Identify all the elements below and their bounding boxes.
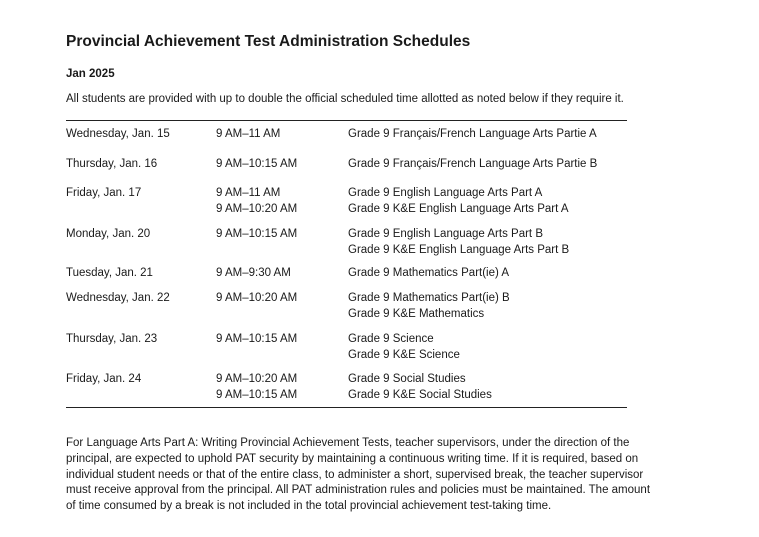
schedule-time-cell <box>216 127 280 143</box>
schedule-date: Friday, Jan. 17 <box>66 187 142 199</box>
schedule-test: Grade 9 Français/French Language Arts Partie B <box>348 158 598 170</box>
schedule-time: 9 AM–10:20 AM <box>216 202 298 215</box>
schedule-time: 9 AM–10:15 AM <box>216 228 298 240</box>
note-line: individual student needs or that of the entire class, to administer a short, supervised break, the teacher supervisor <box>66 468 644 481</box>
schedule-time: 9 AM–10:15 AM <box>216 333 298 345</box>
schedule-time: 9 AM–10:20 AM <box>216 373 298 385</box>
schedule-time: 9 AM–9:30 AM <box>216 267 291 279</box>
schedule-test: Grade 9 K&E English Language Arts Part A <box>348 202 569 215</box>
table-top-rule <box>66 120 627 121</box>
schedule-date: Tuesday, Jan. 21 <box>66 267 153 279</box>
schedule-test-cell <box>348 291 510 322</box>
schedule-time: 9 AM–11 AM <box>216 187 281 199</box>
schedule-time: 9 AM–11 AM <box>216 128 281 140</box>
intro-text: All students are provided with up to double the official scheduled time allotted as noted below if they require it. <box>66 93 624 105</box>
document-title: Provincial Achievement Test Administration Schedules <box>66 33 471 50</box>
schedule-date: Monday, Jan. 20 <box>66 228 151 240</box>
schedule-test-cell <box>348 372 492 403</box>
schedule-date: Friday, Jan. 24 <box>66 373 142 385</box>
schedule-test: Grade 9 K&E Mathematics <box>348 307 485 320</box>
schedule-time-cell <box>216 186 297 217</box>
schedule-time-cell <box>216 266 291 282</box>
schedule-date: Thursday, Jan. 23 <box>66 333 158 345</box>
schedule-test: Grade 9 Social Studies <box>348 373 466 385</box>
schedule-time-cell <box>216 332 297 348</box>
schedule-test: Grade 9 Mathematics Part(ie) A <box>348 267 510 279</box>
schedule-time: 9 AM–10:15 AM <box>216 158 298 170</box>
schedule-test: Grade 9 Français/French Language Arts Partie A <box>348 128 597 140</box>
schedule-time: 9 AM–10:15 AM <box>216 388 298 401</box>
schedule-time-cell <box>216 157 297 173</box>
table-bottom-rule <box>66 407 627 408</box>
schedule-time: 9 AM–10:20 AM <box>216 292 298 304</box>
break-policy-note <box>66 436 691 515</box>
note-line: principal, are expected to uphold PAT security by maintaining a continuous writing time. If it is required, based on <box>66 452 639 465</box>
note-line: For Language Arts Part A: Writing Provincial Achievement Tests, teacher supervisors, under the direction of the <box>66 437 630 449</box>
schedule-time-cell <box>216 372 297 403</box>
schedule-test: Grade 9 Mathematics Part(ie) B <box>348 292 510 304</box>
schedule-test-cell <box>348 127 597 143</box>
schedule-date: Thursday, Jan. 16 <box>66 158 158 170</box>
schedule-date: Wednesday, Jan. 15 <box>66 128 170 140</box>
schedule-test: Grade 9 K&E English Language Arts Part B <box>348 243 570 256</box>
note-line: of time consumed by a break is not included in the total provincial achievement test-taking time. <box>66 500 552 513</box>
note-line: must receive approval from the principal. All PAT administration rules and policies must be maintained. The amount <box>66 484 651 497</box>
schedule-test-cell <box>348 227 569 258</box>
schedule-test: Grade 9 K&E Social Studies <box>348 388 492 401</box>
schedule-test-cell <box>348 186 569 217</box>
session-heading: Jan 2025 <box>66 68 115 80</box>
schedule-date: Wednesday, Jan. 22 <box>66 292 170 304</box>
schedule-test: Grade 9 English Language Arts Part B <box>348 228 543 240</box>
schedule-test-cell <box>348 157 597 173</box>
schedule-test: Grade 9 K&E Science <box>348 348 460 361</box>
schedule-test-cell <box>348 266 509 282</box>
schedule-time-cell <box>216 291 297 307</box>
schedule-test: Grade 9 English Language Arts Part A <box>348 187 543 199</box>
schedule-test-cell <box>348 332 460 363</box>
schedule-test: Grade 9 Science <box>348 333 434 345</box>
schedule-time-cell <box>216 227 297 243</box>
